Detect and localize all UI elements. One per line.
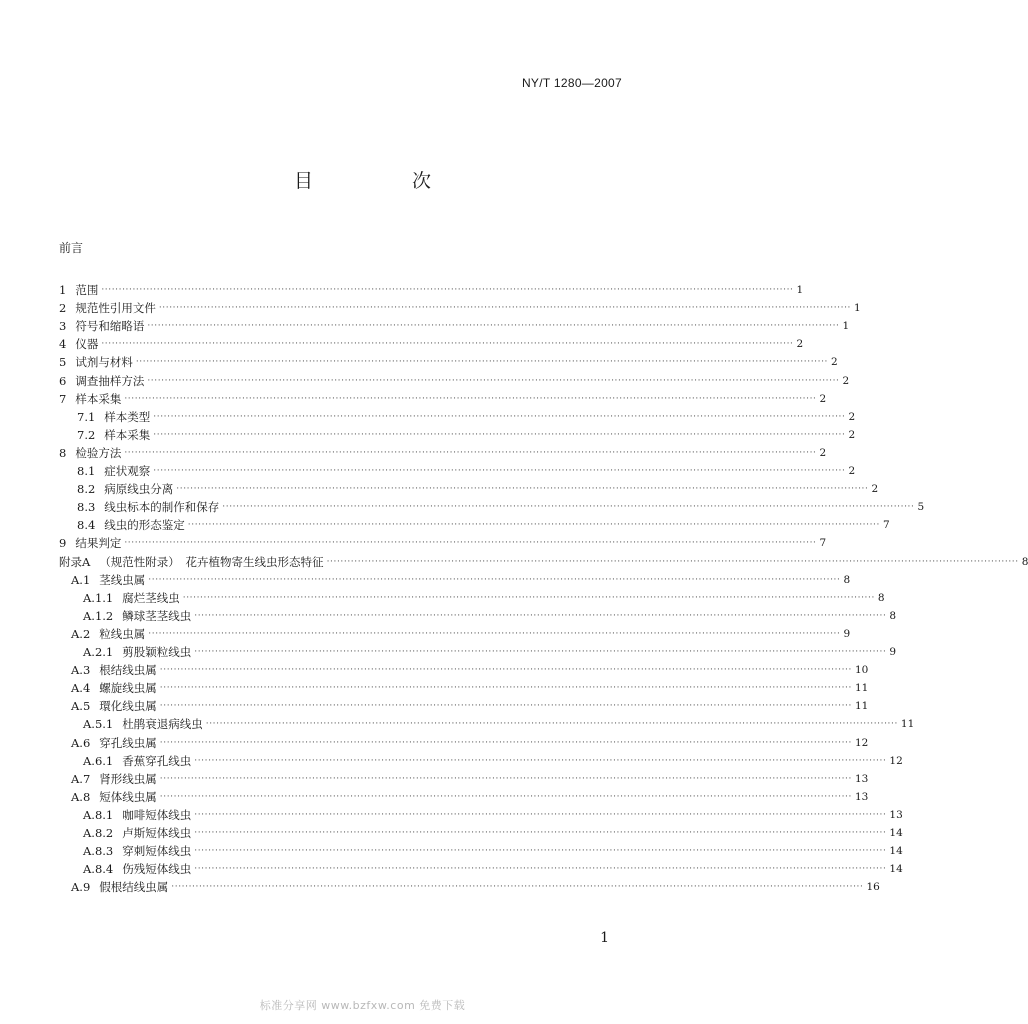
toc-entry-title: 杜鹃衰退病线虫 (122, 717, 203, 732)
watermark-footer: 标准分享网 www.bzfxw.com 免费下载 (259, 999, 466, 1012)
standard-code: NY/T 1280—2007 (521, 76, 622, 90)
toc-entry-number: 9 (59, 536, 67, 551)
toc-entry-page: 2 (871, 483, 879, 496)
toc-entry (59, 390, 827, 406)
toc-entry-title: 症状观察 (104, 464, 151, 478)
toc-entry-page: 2 (842, 374, 850, 387)
toc-entry-page: 2 (819, 446, 827, 459)
toc-entry (59, 281, 804, 297)
toc-entry-title: 剪股颖粒线虫 (122, 645, 192, 659)
toc-entry (83, 643, 897, 659)
toc-entry (71, 734, 869, 750)
toc-entry-page: 16 (866, 881, 880, 894)
toc-entry-number: A.8.1 (83, 807, 114, 822)
toc-entry-page: 2 (831, 356, 838, 369)
toc-leader-dots: ········································································································································································································ (101, 285, 794, 295)
toc-entry-page: 13 (889, 808, 903, 821)
toc-entry-page: 7 (882, 519, 890, 532)
toc-entry-title: 线虫的形态鉴定 (104, 518, 185, 533)
toc-entry (59, 444, 827, 460)
toc-entry (71, 571, 851, 587)
toc-entry-number: A.5.1 (83, 717, 114, 732)
toc-entry-title: 伤残短体线虫 (122, 862, 192, 877)
toc-entry-page: 2 (848, 410, 856, 423)
toc-entry (71, 625, 851, 641)
toc-leader-dots: ········································································································································································································ (194, 846, 887, 857)
toc-entry (83, 860, 903, 877)
toc-entry-number: 8.1 (77, 464, 96, 478)
toc-leader-dots: ········································································································································································································ (194, 755, 887, 766)
toc-entry (77, 408, 856, 424)
toc-entry-page: 2 (796, 338, 804, 351)
toc-entry-title: 假根结线虫属 (99, 880, 169, 895)
toc-leader-dots: ········································································································································································································ (148, 628, 841, 639)
toc-entry-number: 8.4 (77, 518, 96, 533)
toc-entry (83, 715, 915, 732)
page-title: 目 次 (293, 170, 471, 192)
toc-entry-number: A.8.4 (83, 862, 114, 877)
toc-preface: 前言 (59, 241, 84, 255)
toc-leader-dots: ········································································································································································································ (159, 737, 852, 748)
toc-entry-number: A.2.1 (83, 645, 114, 659)
toc-entry-page: 8 (1021, 555, 1028, 568)
toc-entry (71, 788, 869, 804)
toc-entry-title: 线虫标本的制作和保存 (104, 500, 220, 515)
toc-entry-number: 1 (59, 283, 67, 297)
toc-entry-title: 粒线虫属 (99, 626, 146, 641)
toc-entry-page: 13 (854, 772, 869, 785)
toc-entry-title: 试剂与材料 (75, 355, 133, 370)
toc-entry-number: A.1.2 (83, 608, 114, 623)
toc-entry-page: 2 (848, 428, 856, 441)
toc-entry-page: 1 (854, 302, 861, 315)
toc-leader-dots: ········································································································································································································ (124, 447, 817, 458)
toc-entry-title: 卢斯短体线虫 (122, 826, 192, 840)
toc-leader-dots: ········································································································································································································ (159, 665, 852, 676)
toc-entry (59, 372, 850, 388)
toc-leader-dots: ········································································································································································································ (159, 683, 852, 694)
toc-entry-number: A.6 (71, 735, 91, 750)
toc-entry (83, 752, 903, 768)
toc-entry-number: A.1.1 (83, 590, 114, 605)
toc-entry (83, 842, 903, 859)
toc-entry-number: 8 (59, 445, 67, 460)
toc-entry (71, 770, 869, 786)
toc-entry (83, 806, 903, 822)
toc-entry-page: 8 (889, 609, 897, 622)
toc-entry-page: 12 (854, 736, 869, 749)
toc-entry-number: A.8.2 (83, 826, 114, 840)
toc-entry-number: A.4 (71, 681, 91, 696)
toc-entry-number: A.9 (71, 880, 91, 895)
toc-entry (71, 697, 869, 714)
toc-entry-page: 14 (889, 827, 903, 839)
toc-entry-number: A.8.3 (83, 844, 114, 859)
toc-entry (59, 317, 850, 334)
toc-leader-dots: ········································································································································································································ (153, 429, 846, 440)
toc-entry-page: 14 (889, 863, 903, 876)
toc-entry (77, 516, 890, 533)
toc-entry-title: 调查抽样方法 (75, 373, 145, 388)
toc-leader-dots: ········································································································································································································ (148, 574, 841, 585)
toc-entry-title: 根结线虫属 (99, 663, 157, 678)
toc-leader-dots: ········································································································································································································ (194, 809, 887, 820)
toc-entry-title: 样本采集 (104, 427, 151, 442)
toc-leader-dots: ········································································································································································································ (194, 610, 887, 621)
toc-entry-page: 11 (854, 682, 869, 695)
toc-entry-number: A.2 (71, 626, 91, 641)
toc-entry-title: 短体线虫属 (99, 789, 157, 804)
toc-entry-page: 5 (917, 501, 925, 514)
toc-entry-page: 9 (889, 646, 897, 658)
toc-entry (77, 498, 925, 515)
toc-entry-number: A.6.1 (83, 753, 114, 768)
toc-entry-number: 4 (59, 337, 67, 352)
toc-leader-dots: ········································································································································································································ (171, 882, 864, 893)
toc-entry-title: 肾形线虫属 (99, 771, 157, 786)
toc-entry-number: 7.1 (77, 409, 96, 424)
toc-leader-dots: ········································································································································································································ (159, 791, 852, 802)
toc-entry-number: 5 (59, 355, 67, 370)
toc-entry-number: 2 (59, 301, 67, 316)
toc-leader-dots: ········································································································································································································ (194, 647, 887, 657)
toc-entry-title: 穿刺短体线虫 (122, 844, 192, 859)
toc-leader-dots: ········································································································································································································ (147, 321, 840, 332)
toc-entry-title: 腐烂茎线虫 (122, 590, 180, 605)
toc-entry-page: 12 (889, 754, 903, 767)
toc-leader-dots: ········································································································································································································ (124, 393, 817, 404)
toc-entry (59, 534, 827, 551)
toc-entry (77, 462, 856, 478)
toc-entry-number: A.3 (71, 663, 91, 678)
toc-entry-page: 1 (796, 284, 804, 296)
toc-leader-dots: ········································································································································································································ (159, 701, 852, 712)
toc-leader-dots: ········································································································································································································ (135, 357, 828, 368)
toc-entry (59, 553, 1028, 569)
toc-leader-dots: ········································································································································································································ (222, 502, 915, 513)
toc-entry-page: 10 (854, 664, 869, 677)
page-number: 1 (600, 930, 609, 946)
toc-entry-page: 2 (819, 392, 827, 405)
toc-entry-title: 咖啡短体线虫 (122, 807, 192, 822)
toc-entry-title: 范围 (75, 283, 99, 297)
toc-entry (83, 589, 885, 605)
toc-leader-dots: ········································································································································································································ (326, 556, 1019, 567)
toc-entry-number: 附录A (59, 554, 91, 569)
toc-entry-page: 2 (848, 465, 856, 477)
toc-entry-title: 样本采集 (75, 391, 122, 406)
toc-leader-dots: ········································································································································································································ (153, 411, 846, 422)
toc-entry-number: 7 (59, 391, 67, 406)
toc-entry-title: 穿孔线虫属 (99, 735, 157, 750)
toc-entry-title: 病原线虫分离 (104, 482, 174, 497)
toc-entry-number: 6 (59, 373, 67, 388)
toc-entry (83, 824, 903, 840)
toc-entry (83, 607, 897, 623)
toc-entry-number: A.8 (71, 789, 91, 804)
toc-leader-dots: ········································································································································································································ (182, 592, 875, 603)
toc-entry-title: 样本类型 (104, 409, 151, 424)
toc-entry (59, 335, 804, 352)
toc-entry-number: 8.3 (77, 500, 96, 515)
toc-leader-dots: ········································································································································································································ (101, 339, 794, 350)
toc-entry-page: 14 (889, 845, 903, 858)
toc-entry-title: 茎线虫属 (99, 572, 146, 587)
toc-entry-page: 8 (877, 591, 885, 604)
toc-entry (71, 679, 869, 696)
toc-entry-page: 13 (854, 790, 869, 803)
toc-entry (59, 353, 838, 370)
toc-leader-dots: ········································································································································································································ (124, 538, 817, 549)
toc-leader-dots: ········································································································································································································ (147, 375, 840, 386)
toc-leader-dots: ········································································································································································································ (187, 520, 880, 531)
toc-entry-page: 11 (900, 718, 915, 731)
toc-entry-title: 结果判定 (75, 536, 122, 551)
toc-entry-page: 1 (842, 320, 850, 333)
toc-leader-dots: ········································································································································································································ (153, 466, 846, 476)
toc-entry (71, 661, 869, 678)
toc-entry-number: A.1 (71, 572, 91, 587)
toc-entry (77, 426, 856, 442)
toc-entry-title: 符号和缩略语 (75, 319, 145, 334)
toc-entry-page: 7 (819, 537, 827, 550)
toc-entry (77, 480, 879, 497)
toc-entry-number: 3 (59, 319, 67, 334)
toc-entry-title: 環化线虫属 (99, 699, 157, 714)
toc-entry-page: 11 (854, 700, 869, 713)
toc-entry-title: （规范性附录） 花卉植物寄生线虫形态特征 (99, 554, 324, 569)
toc-entry-number: 7.2 (77, 427, 96, 442)
toc-leader-dots: ········································································································································································································ (158, 303, 851, 314)
toc-leader-dots: ········································································································································································································ (159, 773, 852, 784)
toc-entry-title: 检验方法 (75, 445, 122, 460)
toc-entry (71, 878, 880, 895)
toc-entry-number: A.7 (71, 771, 91, 786)
toc-entry-number: 8.2 (77, 482, 96, 497)
toc-entry-title: 香蕉穿孔线虫 (122, 753, 192, 768)
toc-entry-page: 9 (843, 627, 851, 640)
toc-entry-title: 鳞球茎茎线虫 (122, 608, 192, 623)
toc-leader-dots: ········································································································································································································ (194, 828, 887, 838)
toc-leader-dots: ········································································································································································································ (176, 484, 869, 495)
toc-entry-title: 螺旋线虫属 (99, 681, 157, 696)
toc-entry-title: 规范性引用文件 (75, 301, 156, 316)
toc-entry (59, 299, 861, 316)
toc-leader-dots: ········································································································································································································ (205, 719, 898, 730)
toc-leader-dots: ········································································································································································································ (194, 864, 887, 875)
toc-entry-title: 仪器 (75, 337, 99, 352)
toc-entry-number: A.5 (71, 699, 91, 714)
toc-entry-page: 8 (843, 573, 851, 586)
